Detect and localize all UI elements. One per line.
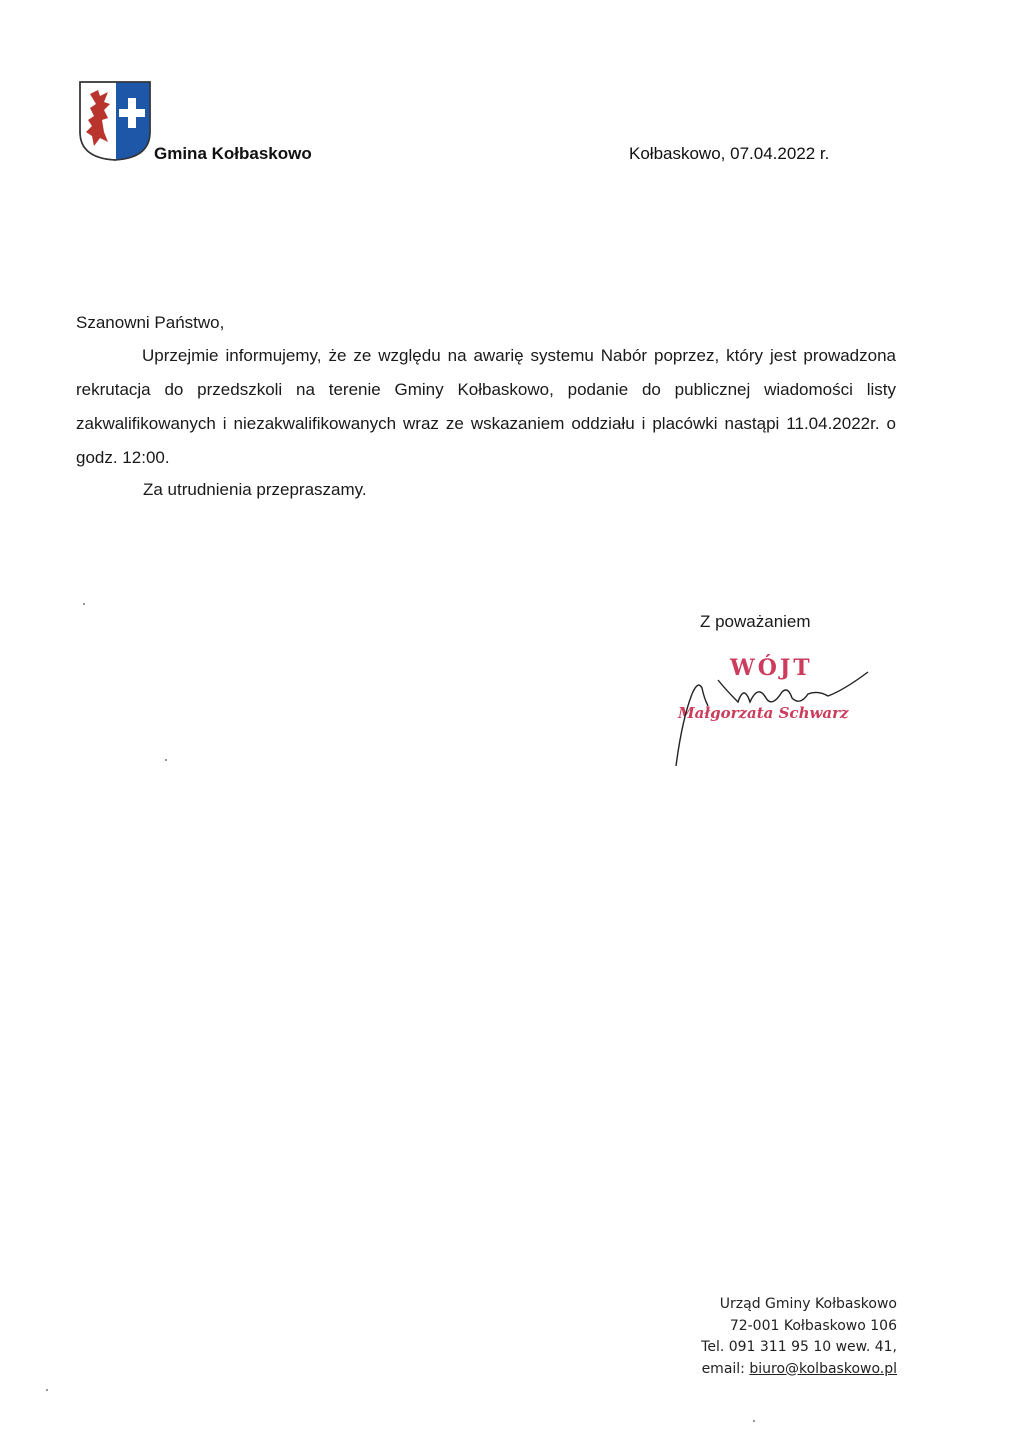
letter-body: Uprzejmie informujemy, że ze względu na awarię systemu Nabór poprzez, który jest prowadzona rekrutacja do przedszkoli na terenie Gminy Kołbaskowo, podanie do publicznej wiadomości listy zakwalifikowanych i niezakwalifikowanych wraz ze wskazaniem oddziału i placówki nastąpi 11.04.2022r. o godz. 12:00. (76, 346, 896, 467)
footer-email-label: email: (701, 1360, 750, 1377)
scan-speck (165, 759, 167, 761)
apology-line: Za utrudnienia przepraszamy. (143, 480, 367, 499)
footer-office: Urząd Gminy Kołbaskowo (719, 1296, 897, 1312)
stamp-name: Małgorzata Schwarz (678, 704, 849, 722)
footer-address: 72-001 Kołbaskowo 106 (729, 1317, 897, 1334)
salutation: Szanowni Państwo, (76, 313, 225, 332)
closing-phrase: Z poważaniem (700, 612, 811, 631)
coat-of-arms-logo (78, 80, 152, 162)
footer-phone: Tel. 091 311 95 10 wew. 41, (701, 1339, 897, 1355)
scan-speck (753, 1420, 755, 1422)
footer-contact (701, 1294, 897, 1380)
scan-speck (83, 603, 85, 605)
handwritten-signature (668, 650, 878, 772)
organization-name: Gmina Kołbaskowo (154, 144, 312, 163)
place-and-date: Kołbaskowo, 07.04.2022 r. (629, 144, 830, 163)
email-link[interactable]: biuro@kolbaskowo.pl (749, 1360, 897, 1377)
scan-speck (46, 1389, 48, 1391)
stamp-title: WÓJT (730, 655, 813, 681)
footer-email-line (701, 1359, 897, 1381)
